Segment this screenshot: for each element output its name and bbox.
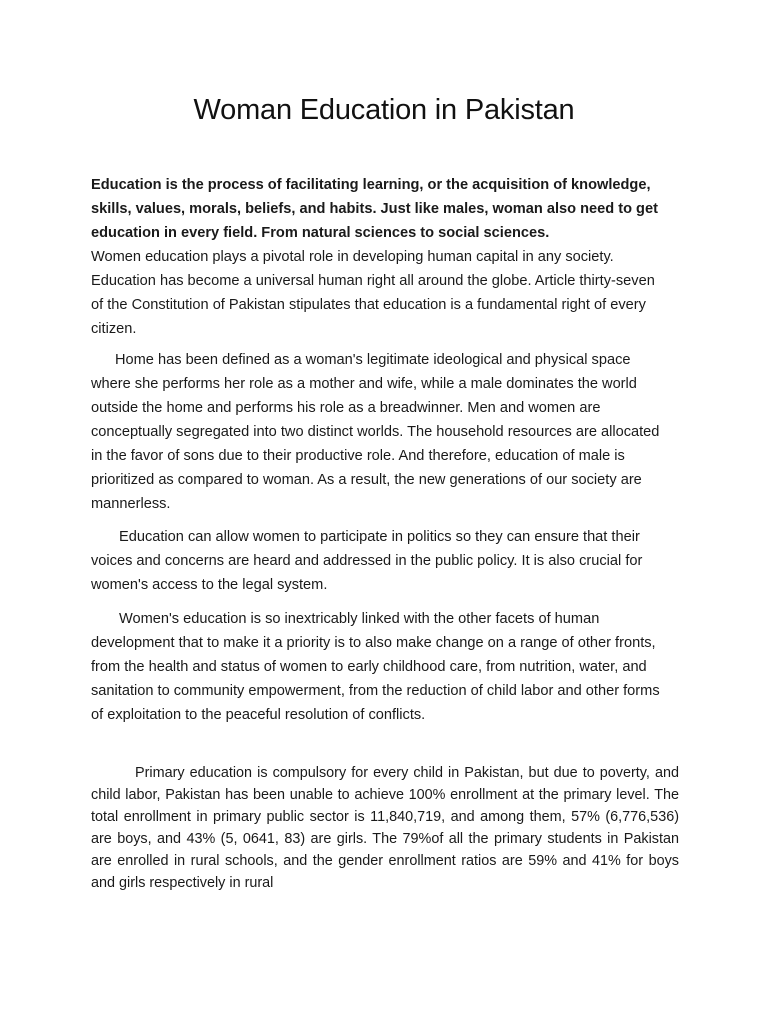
paragraph-primary-education: Primary education is compulsory for every child in Pakistan, but due to poverty, and child labor, Pakistan has been unable to achieve 100% enrollment at the primary level. The total enrollment in primary public sector is 11,840,719, and among them, 57% (6,776,536) are boys, and 43% (5, 0641, 83) are girls. The 79%of all the primary students in Pakistan are enrolled in rural schools, and the gender enrollment ratios are 59% and 41% for boys and girls respectively in rural	[91, 765, 679, 891]
paragraph-human-development: Women's education is so inextricably linked with the other facets of human development that to make it a priority is to also make change on a range of other fronts, from the health and status of women to early childhood care, from nutrition, water, and sanitation to community empowerment, from the reduction of child labor and other forms of exploitation to the peaceful resolution of conflicts.	[91, 611, 660, 723]
paragraph-politics: Education can allow women to participate in politics so they can ensure that their voices and concerns are heard and addressed in the public policy. It is also crucial for women's access to the legal system.	[91, 529, 643, 593]
intro-paragraph: Women education plays a pivotal role in developing human capital in any society. Education has become a universal human right all around the globe. Article thirty-seven of the Constitution of Pakistan stipulates that education is a fundamental right of every citizen.	[91, 249, 655, 337]
intro-lead-paragraph: Education is the process of facilitating learning, or the acquisition of knowledge, skills, values, morals, beliefs, and habits. Just like males, woman also need to get education in every field. From natural sciences to social sciences.	[91, 177, 658, 241]
intro-section	[91, 173, 671, 341]
document-title: Woman Education in Pakistan	[193, 94, 575, 126]
paragraph-home-role: Home has been defined as a woman's legitimate ideological and physical space where she performs her role as a mother and wife, while a male dominates the world outside the home and performs his role as a breadwinner. Men and women are conceptually segregated into two distinct worlds. The household resources are allocated in the favor of sons due to their productive role. And therefore, education of male is prioritized as compared to woman. As a result, the new generations of our society are mannerless.	[91, 352, 660, 512]
